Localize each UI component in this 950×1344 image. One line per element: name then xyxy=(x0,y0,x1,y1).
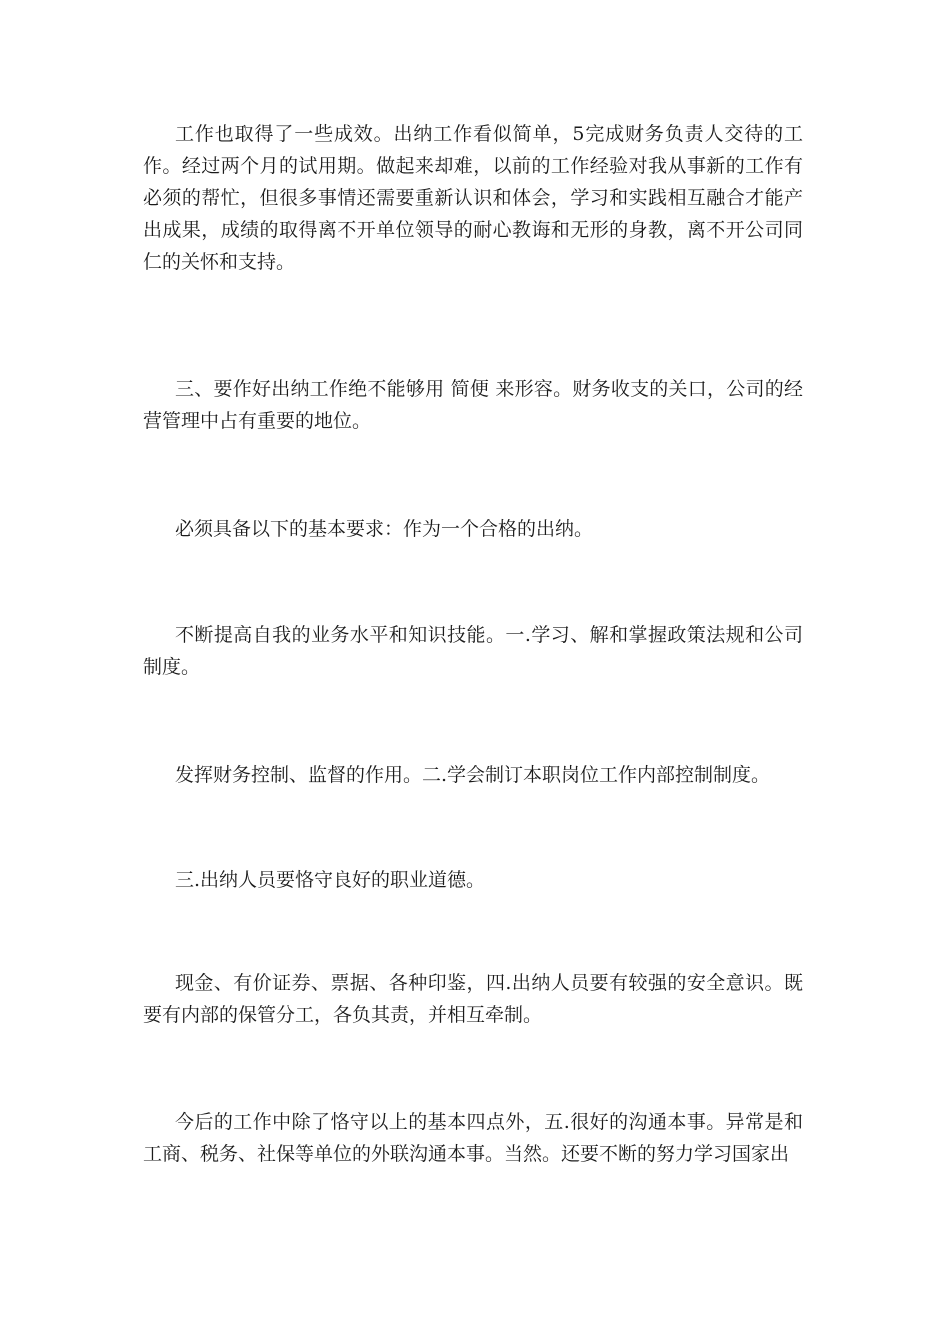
paragraph-basic-requirements: 必须具备以下的基本要求：作为一个合格的出纳。 xyxy=(175,518,594,540)
paragraph-requirement-four: 现金、有价证券、票据、各种印鉴，四.出纳人员要有较强的安全意识。既要有内部的保管分工，各负其责，并相互牵制。 xyxy=(143,972,803,1026)
paragraph-cashier-importance: 三、要作好出纳工作绝不能够用 简便 来形容。财务收支的关口，公司的经营管理中占有重要的地位。 xyxy=(143,378,803,432)
paragraph-requirement-three: 三.出纳人员要恪守良好的职业道德。 xyxy=(175,869,486,891)
paragraph-requirement-two: 发挥财务控制、监督的作用。二.学会制订本职岗位工作内部控制制度。 xyxy=(175,764,771,786)
paragraph-requirement-one: 不断提高自我的业务水平和知识技能。一.学习、解和掌握政策法规和公司制度。 xyxy=(143,624,803,678)
paragraph-work-results: 工作也取得了一些成效。出纳工作看似简单，5完成财务负责人交待的工作。经过两个月的试用期。做起来却难，以前的工作经验对我从事新的工作有必须的帮忙，但很多事情还需要重新认识和体会，学习和实践相互融合才能产出成果，成绩的取得离不开单位领导的耐心教诲和无形的身教，离不开公司同仁的关怀和支持。 xyxy=(143,123,803,273)
paragraph-requirement-five: 今后的工作中除了恪守以上的基本四点外，五.很好的沟通本事。异常是和工商、税务、社保等单位的外联沟通本事。当然。还要不断的努力学习国家出 xyxy=(143,1111,803,1165)
